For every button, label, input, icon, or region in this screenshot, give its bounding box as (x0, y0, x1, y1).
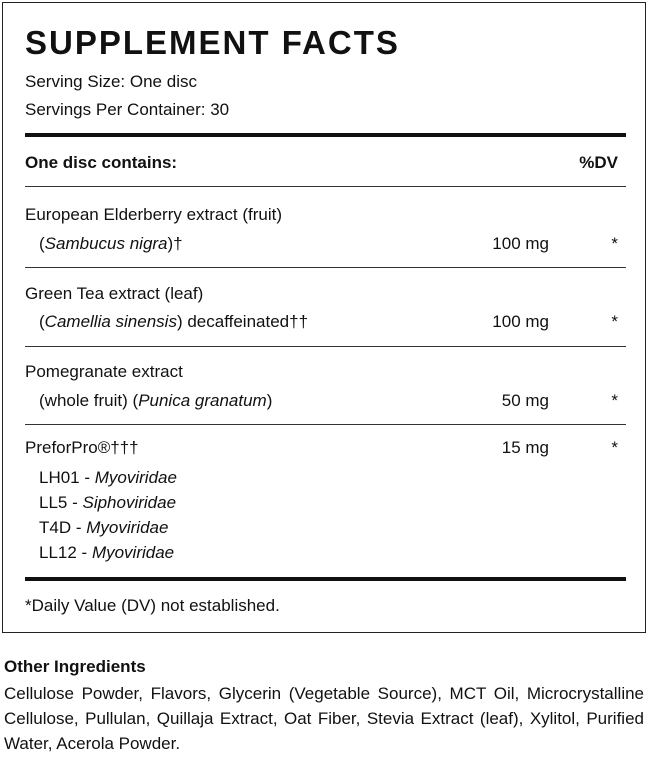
serving-size: Serving Size: One disc (25, 72, 197, 91)
botanical-name: Sambucus nigra (44, 234, 168, 253)
ingredient-name: Green Tea extract (leaf) (25, 284, 204, 303)
supplement-facts-panel (2, 2, 646, 633)
ingredient-amount: 100 mg (492, 312, 549, 331)
row-divider (25, 424, 626, 425)
bottom-thick-rule (25, 577, 626, 581)
servings-per-container: Servings Per Container: 30 (25, 100, 230, 119)
panel-title: SUPPLEMENT FACTS (25, 24, 400, 61)
ingredient-botanical: (Camellia sinensis) decaffeinated†† (39, 312, 309, 331)
ingredient-amount: 100 mg (492, 234, 549, 253)
ingredient-amount: 15 mg (501, 438, 549, 457)
ingredient-botanical: (whole fruit) (Punica granatum) (39, 391, 273, 410)
dv-header: %DV (579, 153, 618, 172)
strain-item: LL12 - Myoviridae (39, 543, 175, 562)
strain-item: LL5 - Siphoviridae (39, 493, 177, 512)
ingredient-name: European Elderberry extract (fruit) (25, 205, 282, 224)
ingredient-dv: * (611, 234, 618, 253)
ingredient-botanical: (Sambucus nigra)† (39, 234, 183, 253)
row-divider (25, 267, 626, 268)
ingredient-dv: * (611, 438, 618, 457)
other-ingredients-text: Cellulose Powder, Flavors, Glycerin (Vegetable Source), MCT Oil, Microcrystalline Cellulose, Pullulan, Quillaja Extract, Oat Fiber, Stevia Extract (leaf), Xylitol, Purified Water, Acerola Powder. (4, 684, 644, 753)
contains-header: One disc contains: (25, 153, 178, 172)
top-thick-rule (25, 133, 626, 137)
botanical-name: Punica granatum (138, 391, 267, 410)
dv-footnote: *Daily Value (DV) not established. (25, 596, 280, 615)
header-rule (25, 186, 626, 187)
strain-family: Myoviridae (94, 468, 177, 487)
row-divider (25, 346, 626, 347)
ingredient-name: PreforPro®††† (25, 438, 139, 457)
other-ingredients-title: Other Ingredients (4, 657, 146, 676)
ingredient-name: Pomegranate extract (25, 362, 183, 381)
ingredient-amount: 50 mg (501, 391, 549, 410)
strain-item: LH01 - Myoviridae (39, 468, 177, 487)
strain-family: Siphoviridae (82, 493, 177, 512)
strain-item: T4D - Myoviridae (39, 518, 169, 537)
ingredient-dv: * (611, 312, 618, 331)
ingredient-dv: * (611, 391, 618, 410)
botanical-name: Camellia sinensis (44, 312, 177, 331)
strain-family: Myoviridae (86, 518, 169, 537)
strain-family: Myoviridae (91, 543, 175, 562)
